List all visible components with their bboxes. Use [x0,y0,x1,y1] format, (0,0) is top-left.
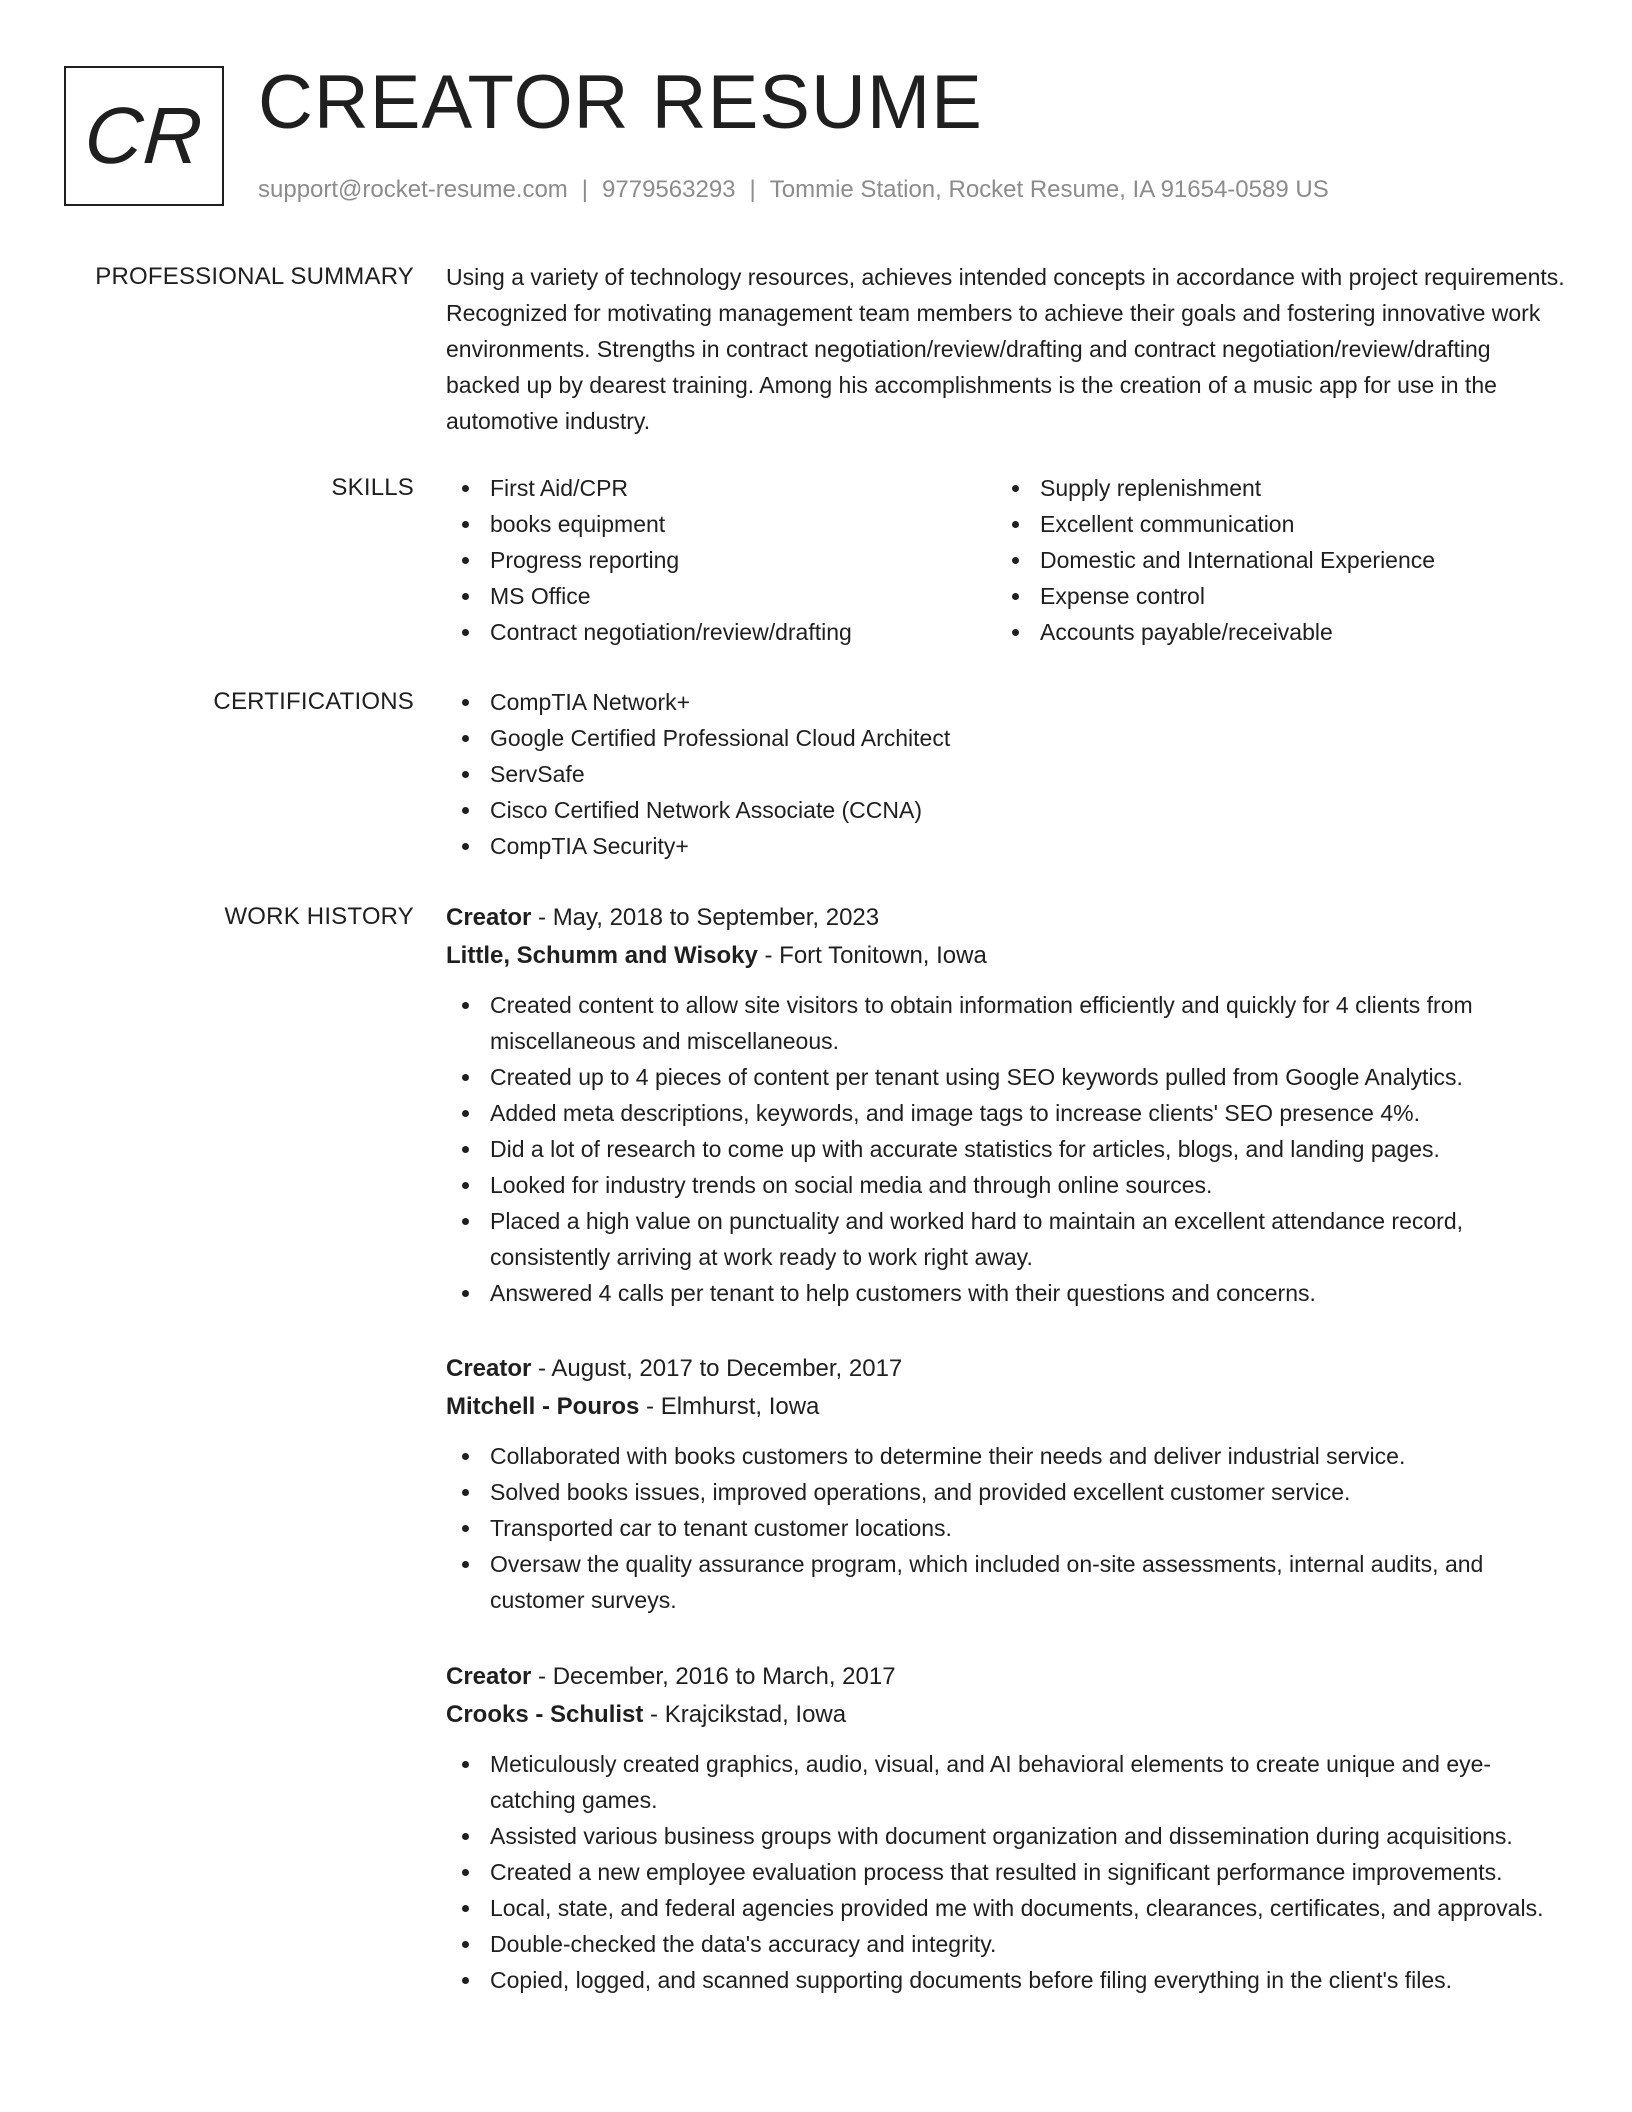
contact-separator: | [749,176,756,203]
job-entry [446,1658,1566,1998]
certification-item: CompTIA Security+ [446,828,1566,864]
certification-item: Cisco Certified Network Associate (CCNA) [446,792,1566,828]
job-bullets [446,1746,1566,1998]
job-bullet: Added meta descriptions, keywords, and image tags to increase clients' SEO presence 4%. [446,1095,1566,1131]
resume-name: CREATOR RESUME [258,60,983,145]
contact-line [258,174,1329,206]
skill-item: Accounts payable/receivable [996,614,1546,650]
job-bullet: Solved books issues, improved operations, and provided excellent customer service. [446,1474,1566,1510]
certifications-list [446,684,1566,864]
certifications-heading: CERTIFICATIONS [213,688,414,715]
skill-item: Excellent communication [996,506,1546,542]
summary-body [446,259,1566,439]
skill-item: Domestic and International Experience [996,542,1546,578]
job-title-line: Creator - May, 2018 to September, 2023 [446,904,880,931]
job-dates: December, 2016 to March, 2017 [552,1663,896,1690]
certification-item: ServSafe [446,756,1566,792]
work-history-heading: WORK HISTORY [224,903,414,930]
job-bullets [446,1438,1566,1618]
contact-email: support@rocket-resume.com [258,176,568,203]
job-entry [446,899,1566,1311]
job-company: Mitchell - Pouros [446,1393,640,1420]
job-title-line: Creator - August, 2017 to December, 2017 [446,1355,903,1382]
job-dates: August, 2017 to December, 2017 [551,1355,903,1382]
job-company: Little, Schumm and Wisoky [446,942,758,969]
job-bullet: Collaborated with books customers to determine their needs and deliver industrial service. [446,1438,1566,1474]
skill-item: Supply replenishment [996,470,1546,506]
job-bullet: Assisted various business groups with document organization and dissemination during acquisitions. [446,1818,1566,1854]
job-bullet: Looked for industry trends on social media and through online sources. [446,1167,1566,1203]
certifications-body [446,684,1566,864]
job-bullet: Copied, logged, and scanned supporting documents before filing everything in the client's files. [446,1962,1566,1998]
job-bullet: Transported car to tenant customer locations. [446,1510,1566,1546]
job-entry [446,1350,1566,1618]
skill-item: Expense control [996,578,1546,614]
job-location: Krajcikstad, Iowa [664,1701,847,1728]
certification-item: Google Certified Professional Cloud Architect [446,720,1566,756]
monogram-initials: CR [82,91,206,180]
job-company-line: Little, Schumm and Wisoky - Fort Tonitown, Iowa [446,942,987,969]
job-company-line: Mitchell - Pouros - Elmhurst, Iowa [446,1393,820,1420]
job-title-line: Creator - December, 2016 to March, 2017 [446,1663,896,1690]
contact-separator: | [581,176,589,203]
job-bullets [446,987,1566,1311]
monogram-box [64,66,224,206]
job-bullet: Placed a high value on punctuality and worked hard to maintain an excellent attendance record, consistently arriving at work ready to work right away. [446,1203,1566,1275]
summary-heading: PROFESSIONAL SUMMARY [95,263,414,290]
job-company-line: Crooks - Schulist - Krajcikstad, Iowa [446,1701,847,1728]
job-location: Elmhurst, Iowa [660,1393,820,1420]
skill-item: Progress reporting [446,542,996,578]
job-title: Creator [446,904,532,931]
job-bullet: Oversaw the quality assurance program, which included on-site assessments, internal audits, and customer surveys. [446,1546,1566,1618]
job-dates: May, 2018 to September, 2023 [552,904,880,931]
job-bullet: Local, state, and federal agencies provided me with documents, clearances, certificates, and approvals. [446,1890,1566,1926]
contact-phone: 9779563293 [602,176,736,203]
job-title: Creator [446,1663,532,1690]
skills-list-left [446,470,996,650]
skill-item: MS Office [446,578,996,614]
skill-item: First Aid/CPR [446,470,996,506]
job-bullet: Created up to 4 pieces of content per tenant using SEO keywords pulled from Google Analytics. [446,1059,1566,1095]
job-location: Fort Tonitown, Iowa [779,942,987,969]
job-company: Crooks - Schulist [446,1701,644,1728]
job-bullet: Did a lot of research to come up with accurate statistics for articles, blogs, and landing pages. [446,1131,1566,1167]
skills-list-right [996,470,1546,650]
skill-item: Contract negotiation/review/drafting [446,614,996,650]
job-bullet: Created content to allow site visitors to obtain information efficiently and quickly for 4 clients from miscellaneous and miscellaneous. [446,987,1566,1059]
skill-item: books equipment [446,506,996,542]
skills-heading: SKILLS [331,474,414,501]
skills-body [446,470,1566,650]
summary-text: Using a variety of technology resources, achieves intended concepts in accordance with project requirements. Recognized for motivating management team members to achieve their goals and fostering innovative work environments. Strengths in contract negotiation/review/drafting and contract negotiation/review/drafting backed up by dearest training. Among his accomplishments is the creation of a music app for use in the automotive industry. [446,264,1565,434]
job-bullet: Meticulously created graphics, audio, visual, and AI behavioral elements to create unique and eye-catching games. [446,1746,1566,1818]
job-title: Creator [446,1355,532,1382]
job-bullet: Created a new employee evaluation process that resulted in significant performance improvements. [446,1854,1566,1890]
contact-address: Tommie Station, Rocket Resume, IA 91654-0589 US [769,176,1329,203]
job-bullet: Double-checked the data's accuracy and integrity. [446,1926,1566,1962]
certification-item: CompTIA Network+ [446,684,1566,720]
job-bullet: Answered 4 calls per tenant to help customers with their questions and concerns. [446,1275,1566,1311]
